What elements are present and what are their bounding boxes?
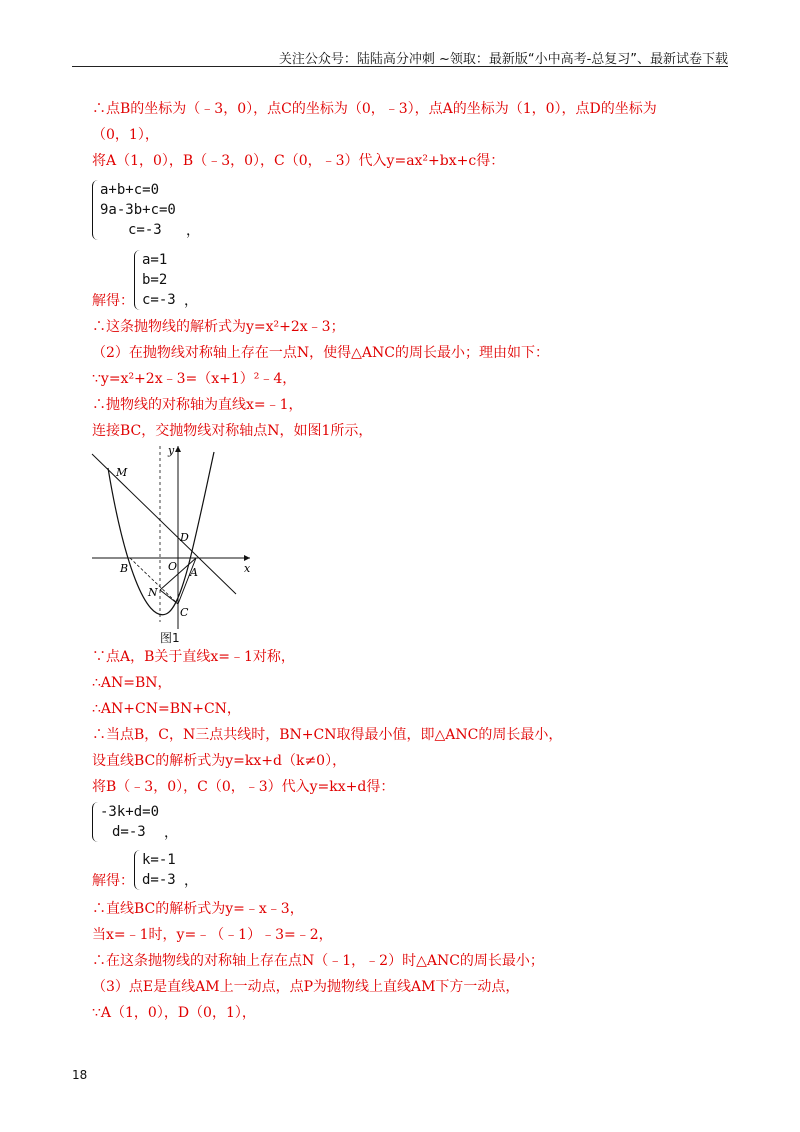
label-x: x (244, 562, 251, 575)
label-c: C (180, 606, 189, 619)
page-header: 关注公众号：陆陆高分冲刺 ~领取：最新版“小中高考-总复习”、最新试卷下载 (278, 52, 728, 67)
equation-row: a=1 (142, 252, 168, 268)
page-number: 18 (72, 1068, 88, 1082)
text-line: 将A（1，0），B（﹣3，0），C（0，﹣3）代入y=ax²+bx+c得： (92, 153, 505, 169)
label-o: O (168, 560, 178, 573)
text-line: （2）在抛物线对称轴上存在一点N，使得△ANC的周长最小；理由如下： (92, 345, 549, 361)
brace-icon (92, 802, 99, 842)
punctuation: ， (184, 873, 198, 889)
segment-ac (178, 558, 196, 604)
parabola-diagram (90, 444, 260, 644)
text-line: ∵点A，B关于直线x=﹣1对称， (92, 649, 295, 665)
equation-system-2 (92, 244, 732, 314)
equation-row: -3k+d=0 (100, 804, 160, 820)
label-a: A (190, 566, 198, 579)
text-line: （0，1）， (92, 127, 159, 143)
text-line: ∴AN=BN， (92, 675, 172, 691)
equation-row: a+b+c=0 (100, 182, 160, 198)
text-line: ∴抛物线的对称轴为直线x=﹣1， (92, 397, 303, 413)
equation-row: k=-1 (142, 852, 176, 868)
text-line: ∴当点B，C，N三点共线时，BN+CN取得最小值，即△ANC的周长最小， (92, 727, 563, 743)
text-line: ∵A（1，0），D（0，1）， (92, 1005, 256, 1021)
header-divider (72, 66, 728, 67)
text-line: ∴直线BC的解析式为y=﹣x﹣3， (92, 901, 304, 917)
text-line: 当x=﹣1时，y=﹣（﹣1）﹣3=﹣2， (92, 927, 333, 943)
line-am (92, 454, 236, 594)
equation-row: c=-3 (128, 222, 162, 238)
text-line: ∴点B的坐标为（﹣3，0），点C的坐标为（0，﹣3），点A的坐标为（1，0），点D的坐标为 (92, 101, 657, 117)
label-y: y (168, 444, 175, 457)
y-axis-arrow-icon (175, 446, 181, 452)
equation-system-4 (92, 848, 732, 896)
text-line: 连接BC，交抛物线对称轴点N，如图1所示， (92, 423, 373, 439)
equation-system-3 (92, 800, 732, 848)
equation-system-1 (92, 174, 732, 244)
punctuation: ， (184, 293, 198, 309)
solve-label: 解得： (92, 873, 134, 889)
text-line: 设直线BC的解析式为y=kx+d（k≠0）， (92, 753, 347, 769)
text-line: 将B（﹣3，0），C（0，﹣3）代入y=kx+d得： (92, 779, 395, 795)
punctuation: ， (186, 223, 200, 239)
figure-caption: 图1 (160, 631, 180, 644)
brace-icon (134, 850, 141, 890)
equation-row: d=-3 (142, 872, 176, 888)
solution-content (92, 96, 732, 1026)
text-line: （3）点E是直线AM上一动点，点P为抛物线上直线AM下方一动点， (92, 979, 520, 995)
punctuation: ， (164, 825, 178, 841)
figure-1 (90, 444, 260, 644)
brace-icon (92, 180, 99, 240)
text-line: ∴在这条抛物线的对称轴上存在点N（﹣1，﹣2）时△ANC的周长最小； (92, 953, 544, 969)
equation-row: 9a-3b+c=0 (100, 202, 176, 218)
segment-nc (160, 590, 178, 604)
brace-icon (134, 250, 141, 310)
label-b: B (120, 562, 129, 575)
label-n: N (148, 586, 158, 599)
label-d: D (180, 531, 189, 544)
solve-label: 解得： (92, 293, 134, 309)
label-m: M (116, 466, 128, 479)
equation-row: d=-3 (112, 824, 146, 840)
x-axis-arrow-icon (244, 555, 250, 561)
text-line: ∴这条抛物线的解析式为y=x²+2x﹣3； (92, 319, 345, 335)
equation-row: c=-3 (142, 292, 176, 308)
text-line: ∵y=x²+2x﹣3=（x+1）²﹣4， (92, 371, 297, 387)
equation-row: b=2 (142, 272, 168, 288)
text-line: ∴AN+CN=BN+CN， (92, 701, 241, 717)
